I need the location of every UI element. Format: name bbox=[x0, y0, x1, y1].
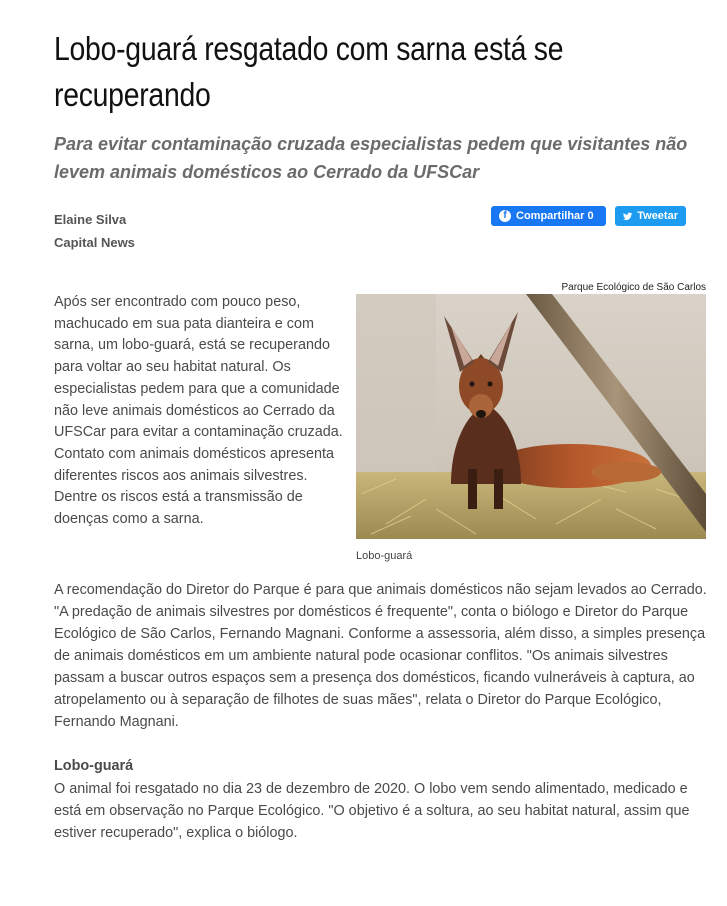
maned-wolf-photo bbox=[356, 294, 706, 539]
twitter-bird-icon bbox=[623, 211, 632, 222]
tweet-label: Tweetar bbox=[637, 210, 678, 222]
body-paragraph-2: A recomendação do Diretor do Parque é para que animais domésticos não sejam levados ao Cerrado. "A predação de animais silvestres por domésticos é frequente", conta o biólogo e Diretor do Parque Ecológico de São Carlos, Fernando Magnani. Conforme a assessoria, além disso, a simples presença de animais domésticos em um ambiente natural pode ocasionar conflitos. "Os animais silvestres passam a buscar outros espaços sem a presença dos domésticos, ficando vulneráveis à captura, ao atropelamento ou à separação de filhotes de suas mães", relata o Diretor do Parque Ecológico, Fernando Magnani. bbox=[54, 582, 707, 730]
outlet-name: Capital News bbox=[54, 235, 135, 250]
maned-wolf-illustration bbox=[356, 294, 706, 539]
body-paragraph-3: O animal foi resgatado no dia 23 de dezembro de 2020. O lobo vem sendo alimentado, medicado e está em observação no Parque Ecológico. "O objetivo é a soltura, ao seu habitat natural, assim que estiver recuperado", explica o biólogo. bbox=[54, 781, 690, 841]
share-bar bbox=[491, 206, 686, 226]
photo-caption: Lobo-guará bbox=[356, 550, 413, 562]
facebook-icon: f bbox=[499, 210, 511, 222]
facebook-share-label: Compartilhar 0 bbox=[516, 210, 594, 222]
photo-credit: Parque Ecológico de São Carlos bbox=[561, 282, 706, 293]
article-headline: Lobo-guará resgatado com sarna está se recuperando bbox=[54, 30, 564, 113]
author-name: Elaine Silva bbox=[54, 212, 127, 227]
article-subtitle: Para evitar contaminação cruzada especialistas pedem que visitantes não levem animais domésticos ao Cerrado da UFSCar bbox=[54, 134, 688, 182]
tweet-button[interactable] bbox=[615, 206, 686, 226]
intro-paragraph: Após ser encontrado com pouco peso, machucado em sua pata dianteira e com sarna, um lobo-guará, está se recuperando para voltar ao seu habitat natural. Os especialistas pedem para que a comunidade não leve animais domésticos ao Cerrado da UFSCar para evitar a contaminação cruzada. Contato com animais domésticos apresenta diferentes riscos aos animais silvestres. Dentre os riscos está a transmissão de doenças como a sarna. bbox=[54, 294, 343, 528]
facebook-share-button[interactable] bbox=[491, 206, 606, 226]
section-heading: Lobo-guará bbox=[54, 758, 134, 774]
byline bbox=[54, 208, 135, 254]
